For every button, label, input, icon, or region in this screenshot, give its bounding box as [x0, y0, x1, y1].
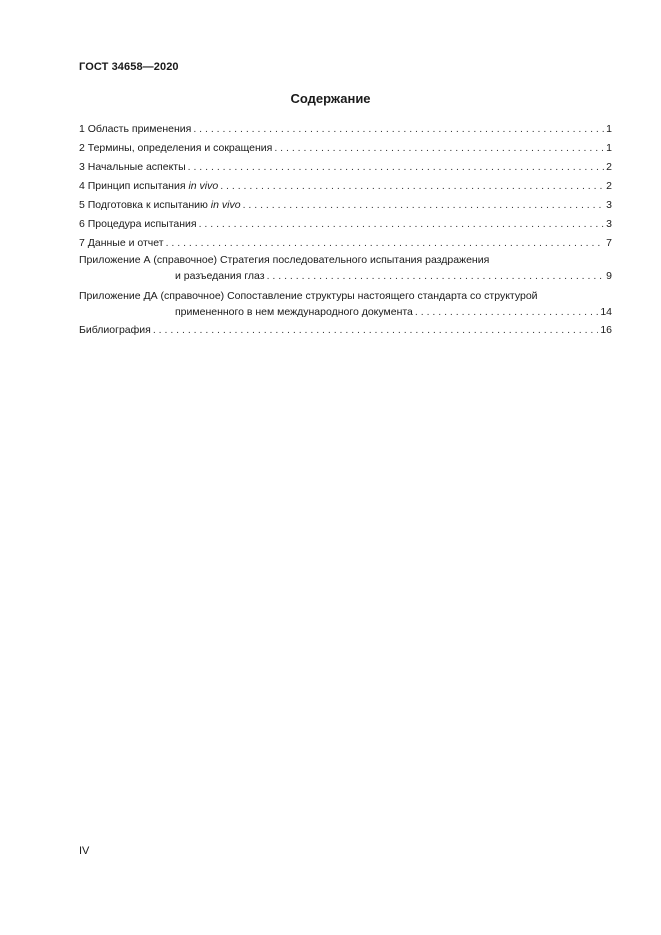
toc-entry-7[interactable]: [79, 236, 612, 250]
toc-entry-label: и разъедания глаз: [175, 270, 265, 282]
dot-leader: [243, 198, 605, 212]
toc-appendix-a-continuation: [175, 269, 612, 283]
dot-leader: [199, 217, 605, 231]
toc-entry-label: Библиография: [79, 324, 151, 336]
dot-leader: [188, 160, 605, 174]
toc-entry-page: 7: [606, 237, 612, 249]
toc-entry-page: 3: [606, 218, 612, 230]
toc-entry-page: 16: [600, 324, 612, 336]
toc-entry-page: 2: [606, 161, 612, 173]
toc-entry-label-italic: in vivo: [210, 199, 241, 211]
toc-appendix-da-title: Приложение ДА (справочное) Сопоставление структуры настоящего стандарта со структурой: [79, 290, 538, 302]
toc-entry-page: 9: [606, 270, 612, 282]
toc-entry-3[interactable]: [79, 160, 612, 174]
dot-leader: [267, 269, 605, 283]
toc-entry-6[interactable]: [79, 217, 612, 231]
toc-entry-label: 6 Процедура испытания: [79, 218, 197, 230]
dot-leader: [220, 179, 604, 193]
toc-entry-page: 2: [606, 180, 612, 192]
toc-entry-1[interactable]: [79, 122, 612, 136]
document-id: ГОСТ 34658—2020: [79, 61, 179, 73]
toc-entry-2[interactable]: [79, 141, 612, 155]
toc-entry-5[interactable]: [79, 198, 612, 212]
toc-entry-label: 2 Термины, определения и сокращения: [79, 142, 273, 154]
dot-leader: [166, 236, 605, 250]
page-number: IV: [79, 845, 90, 857]
toc-appendix-da-continuation: [175, 305, 612, 319]
dot-leader: [415, 305, 598, 319]
toc-entry-label: 3 Начальные аспекты: [79, 161, 186, 173]
toc-entry-page: 3: [606, 199, 612, 211]
toc-entry-label-text: 4 Принцип испытания: [79, 180, 189, 192]
toc-entry-4[interactable]: [79, 179, 612, 193]
toc-entry-label: [79, 179, 218, 193]
toc-entry-label: [79, 198, 241, 212]
toc-entry-label-text: 5 Подготовка к испытанию: [79, 199, 211, 211]
dot-leader: [193, 122, 604, 136]
page-title: Содержание: [290, 91, 371, 106]
dot-leader: [153, 323, 598, 337]
toc-entry-label-italic: in vivo: [188, 180, 219, 192]
toc-entry-label: примененного в нем международного документа: [175, 306, 413, 318]
toc-entry-page: 14: [600, 306, 612, 318]
toc-entry-label: 7 Данные и отчет: [79, 237, 164, 249]
dot-leader: [274, 141, 604, 155]
toc-entry-label: 1 Область применения: [79, 123, 192, 135]
toc-entry-bibliography[interactable]: [79, 323, 612, 337]
toc-appendix-a-title: Приложение А (справочное) Стратегия последовательного испытания раздражения: [79, 254, 490, 266]
toc-entry-page: 1: [606, 142, 612, 154]
toc-entry-page: 1: [606, 123, 612, 135]
